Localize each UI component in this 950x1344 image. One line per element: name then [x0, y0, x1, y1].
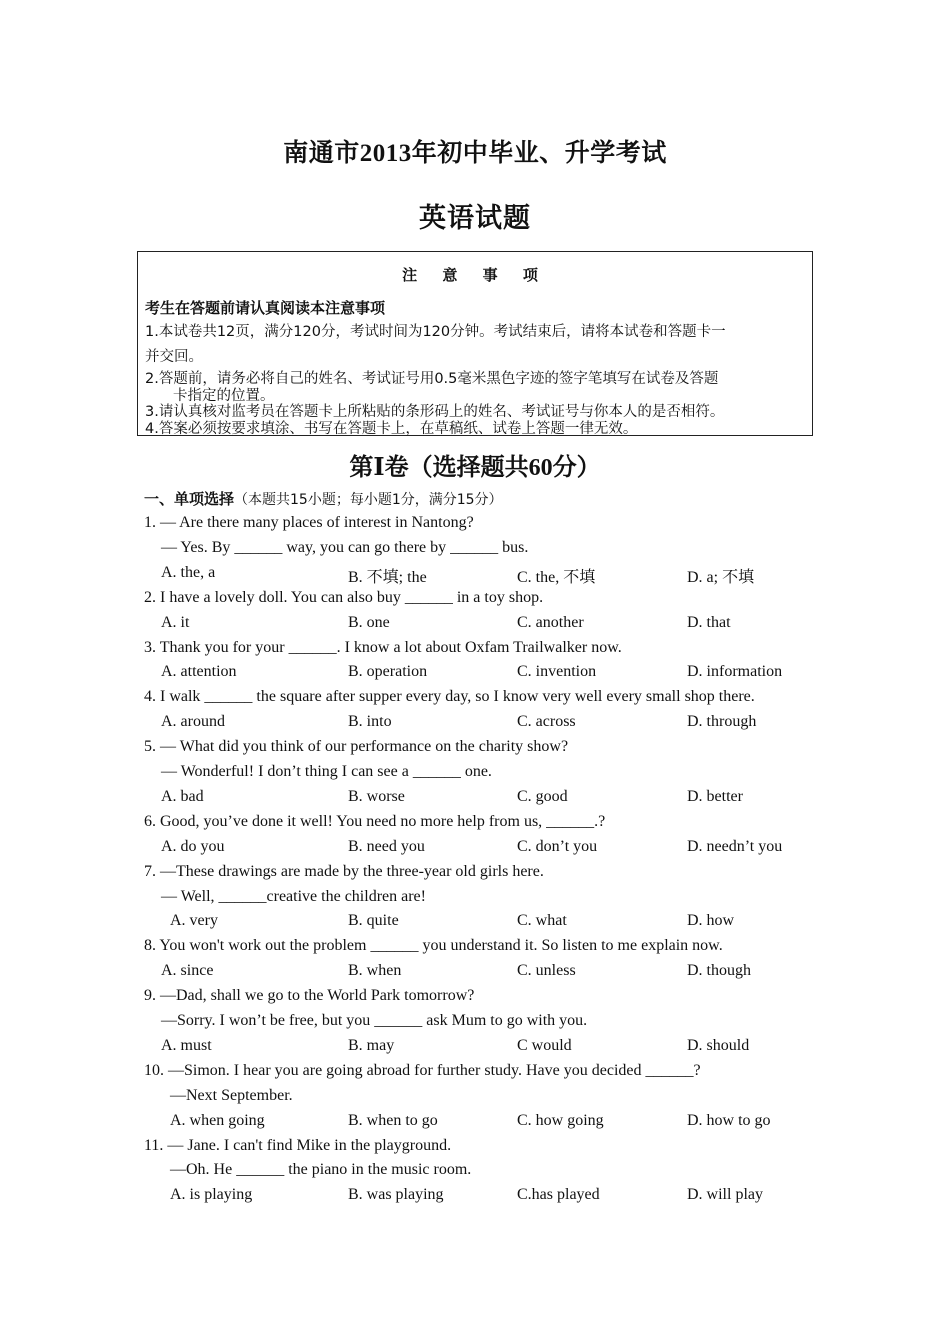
- option-d[interactable]: D. how to go: [687, 1111, 771, 1129]
- question-dialog-line: — Well, ______creative the children are!: [161, 887, 426, 905]
- option-d[interactable]: D. though: [687, 962, 751, 980]
- question-stem: 11. — Jane. I can't find Mike in the playground.: [144, 1136, 452, 1154]
- option-b[interactable]: B. 不填; the: [348, 568, 427, 586]
- option-a[interactable]: A. must: [161, 1036, 212, 1054]
- question-stem: 8. You won't work out the problem ______ you understand it. So listen to me explain now.: [144, 937, 723, 955]
- option-d[interactable]: D. a; 不填: [687, 568, 755, 586]
- option-a[interactable]: A. attention: [161, 663, 237, 681]
- option-a[interactable]: A. the, a: [161, 563, 216, 581]
- option-d[interactable]: D. how: [687, 912, 735, 930]
- option-c[interactable]: C. invention: [517, 663, 597, 681]
- option-b[interactable]: B. operation: [348, 663, 428, 681]
- question-stem: 4. I walk ______ the square after supper every day, so I know very well every small shop there.: [144, 688, 755, 706]
- notice-line: 3.请认真核对监考员在答题卡上所粘贴的条形码上的姓名、考试证号与你本人的是否相符。: [145, 404, 725, 420]
- option-c[interactable]: C. another: [517, 613, 584, 631]
- option-d[interactable]: D. needn’t you: [687, 837, 783, 855]
- section-title: [144, 488, 503, 509]
- question-stem: 5. — What did you think of our performance on the charity show?: [144, 738, 569, 756]
- option-c[interactable]: C. don’t you: [517, 837, 598, 855]
- notice-title: 注 意 事 项: [402, 266, 548, 284]
- notice-line: 并交回。: [145, 349, 203, 365]
- question-stem: 6. Good, you’ve done it well! You need no more help from us, ______.?: [144, 812, 606, 830]
- option-b[interactable]: B. need you: [348, 837, 425, 855]
- option-a[interactable]: A. since: [161, 962, 214, 980]
- question-dialog-line: —Next September.: [170, 1086, 293, 1104]
- option-a[interactable]: A. bad: [161, 787, 204, 805]
- question-stem: 10. —Simon. I hear you are going abroad for further study. Have you decided ______?: [144, 1061, 701, 1079]
- exam-title: 南通市2013年初中毕业、升学考试: [283, 140, 667, 167]
- question-stem: 9. —Dad, shall we go to the World Park tomorrow?: [144, 987, 475, 1005]
- option-b[interactable]: B. quite: [348, 912, 399, 930]
- option-c[interactable]: C. across: [517, 713, 576, 731]
- notice-line: 卡指定的位置。: [173, 388, 275, 404]
- question-dialog-line: — Wonderful! I don’t thing I can see a ______ one.: [161, 763, 492, 780]
- option-c[interactable]: C. unless: [517, 962, 576, 980]
- question-dialog-line: — Yes. By ______ way, you can go there by ______ bus.: [161, 538, 529, 556]
- notice-line: 4.答案必须按要求填涂、书写在答题卡上，在草稿纸、试卷上答题一律无效。: [145, 421, 638, 437]
- option-a[interactable]: A. around: [161, 713, 225, 731]
- option-b[interactable]: B. into: [348, 713, 392, 731]
- question-stem: 7. —These drawings are made by the three-year old girls here.: [144, 862, 544, 880]
- option-d[interactable]: D. information: [687, 663, 783, 681]
- option-c[interactable]: C. the, 不填: [517, 568, 596, 586]
- option-b[interactable]: B. was playing: [348, 1186, 444, 1204]
- option-d[interactable]: D. should: [687, 1036, 750, 1054]
- question-stem: 2. I have a lovely doll. You can also buy ______ in a toy shop.: [144, 588, 544, 606]
- option-c[interactable]: C.has played: [517, 1186, 600, 1204]
- notice-line: 1.本试卷共12页，满分120分，考试时间为120分钟。考试结束后，请将本试卷和答题卡一: [145, 324, 726, 340]
- section-heading: 一、单项选择: [144, 490, 235, 508]
- section-note: （本题共15小题；每小题1分，满分15分）: [234, 492, 503, 508]
- option-c[interactable]: C would: [517, 1036, 572, 1054]
- option-a[interactable]: A. is playing: [170, 1186, 253, 1204]
- question-stem: 3. Thank you for your ______. I know a lot about Oxfam Trailwalker now.: [144, 638, 622, 656]
- question-stem: 1. — Are there many places of interest in Nantong?: [144, 514, 474, 531]
- option-d[interactable]: D. through: [687, 713, 757, 731]
- option-d[interactable]: D. will play: [687, 1186, 763, 1204]
- option-d[interactable]: D. better: [687, 787, 743, 805]
- option-b[interactable]: B. one: [348, 613, 390, 631]
- option-a[interactable]: A. when going: [170, 1111, 265, 1129]
- option-b[interactable]: B. when to go: [348, 1111, 438, 1129]
- notice-line: 2.答题前，请务必将自己的姓名、考试证号用0.5毫米黑色字迹的签字笔填写在试卷及答题: [145, 371, 719, 387]
- option-c[interactable]: C. how going: [517, 1111, 604, 1129]
- notice-subtitle: 考生在答题前请认真阅读本注意事项: [145, 299, 386, 317]
- option-b[interactable]: B. may: [348, 1036, 395, 1054]
- subject-title: 英语试题: [419, 203, 531, 233]
- option-a[interactable]: A. do you: [161, 837, 225, 855]
- option-a[interactable]: A. it: [161, 613, 190, 631]
- option-c[interactable]: C. good: [517, 787, 568, 805]
- option-b[interactable]: B. worse: [348, 787, 405, 805]
- option-b[interactable]: B. when: [348, 962, 402, 980]
- part-title: 第Ⅰ卷（选择题共60分）: [349, 455, 601, 481]
- option-a[interactable]: A. very: [170, 912, 218, 930]
- question-dialog-line: —Sorry. I won’t be free, but you ______ ask Mum to go with you.: [161, 1012, 588, 1029]
- question-dialog-line: —Oh. He ______ the piano in the music room.: [170, 1161, 472, 1179]
- notice-box: [137, 251, 813, 436]
- option-d[interactable]: D. that: [687, 613, 731, 631]
- option-c[interactable]: C. what: [517, 912, 567, 930]
